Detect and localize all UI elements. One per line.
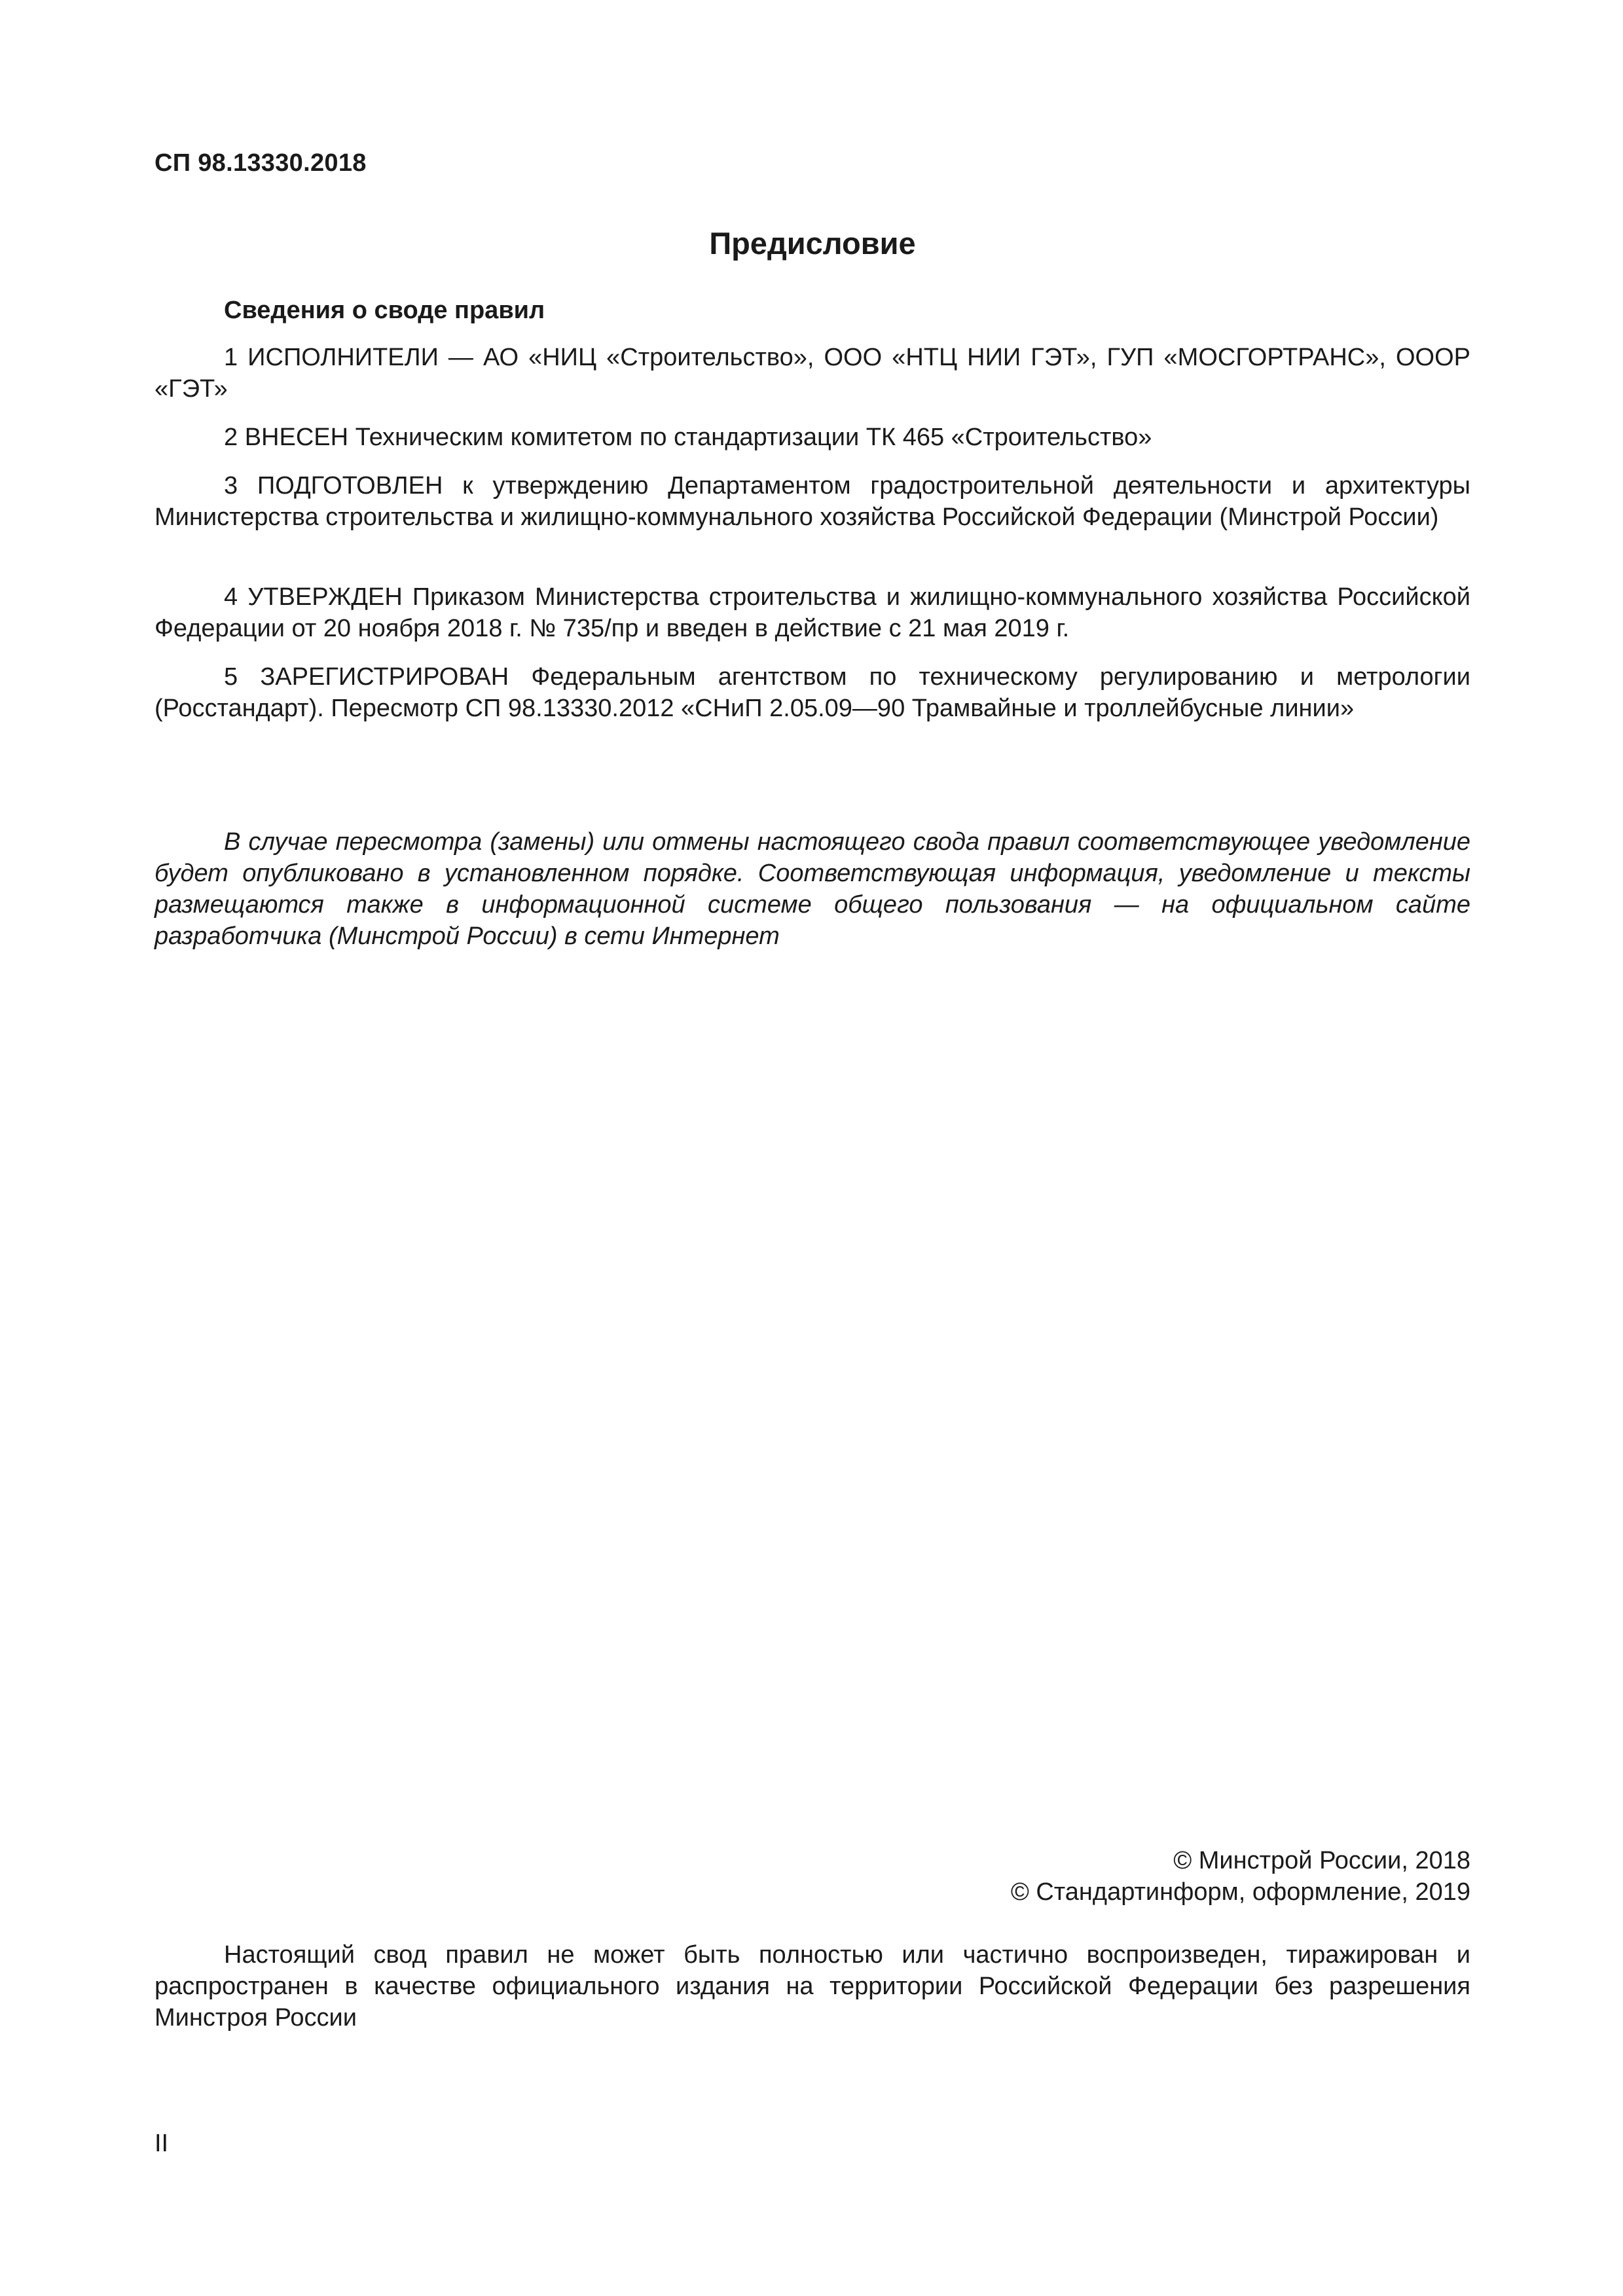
section-subheading: Сведения о своде правил xyxy=(224,297,545,324)
rights-notice xyxy=(155,1939,1470,2033)
foreword-item-text: 3 ПОДГОТОВЛЕН к утверждению Департаментом градостроительной деятельности и архитектуры Министерства строительства и жилищно-коммунального хозяйства Российской Федерации (Минстрой России) xyxy=(155,472,1470,531)
foreword-item-1 xyxy=(155,342,1470,405)
copyright-line-ministry: © Минстрой России, 2018 xyxy=(1173,1847,1470,1874)
foreword-item-text: 5 ЗАРЕГИСТРИРОВАН Федеральным агентством по техническому регулированию и метрологии (Росстандарт). Пересмотр СП 98.13330.2012 «СНиП 2.05.09—90 Трамвайные и троллейбусные линии» xyxy=(155,663,1470,722)
revision-notice xyxy=(155,826,1470,952)
revision-notice-text: В случае пересмотра (замены) или отмены настоящего свода правил соответствующее уведомление будет опубликовано в установленном порядке. Соответствующая информация, уведомление и тексты размещаются также в информационной системе общего пользования — на официальном сайте разработчика (Минстрой России) в сети Интернет xyxy=(155,828,1470,950)
copyright-line-standartinform: © Стандартинформ, оформление, 2019 xyxy=(1010,1878,1470,1906)
rights-notice-text: Настоящий свод правил не может быть полностью или частично воспроизведен, тиражирован и распространен в качестве официального издания на территории Российской Федерации без разрешения Минстроя России xyxy=(155,1941,1470,2032)
page-number: II xyxy=(155,2130,169,2157)
page-title: Предисловие xyxy=(709,226,916,261)
document-code: СП 98.13330.2018 xyxy=(155,149,367,177)
foreword-item-3 xyxy=(155,470,1470,533)
foreword-item-text: 2 ВНЕСЕН Техническим комитетом по стандартизации ТК 465 «Строительство» xyxy=(224,424,1152,451)
foreword-item-2 xyxy=(155,422,1470,453)
foreword-item-text: 4 УТВЕРЖДЕН Приказом Министерства строительства и жилищно-коммунального хозяйства Российской Федерации от 20 ноября 2018 г. № 735/пр и введен в действие с 21 мая 2019 г. xyxy=(155,583,1470,642)
foreword-item-4 xyxy=(155,581,1470,644)
foreword-item-text: 1 ИСПОЛНИТЕЛИ — АО «НИЦ «Строительство», ООО «НТЦ НИИ ГЭТ», ГУП «МОСГОРТРАНС», ОООР «ГЭТ» xyxy=(155,344,1470,403)
foreword-item-5 xyxy=(155,661,1470,724)
copyright-block xyxy=(1011,1845,1470,1908)
